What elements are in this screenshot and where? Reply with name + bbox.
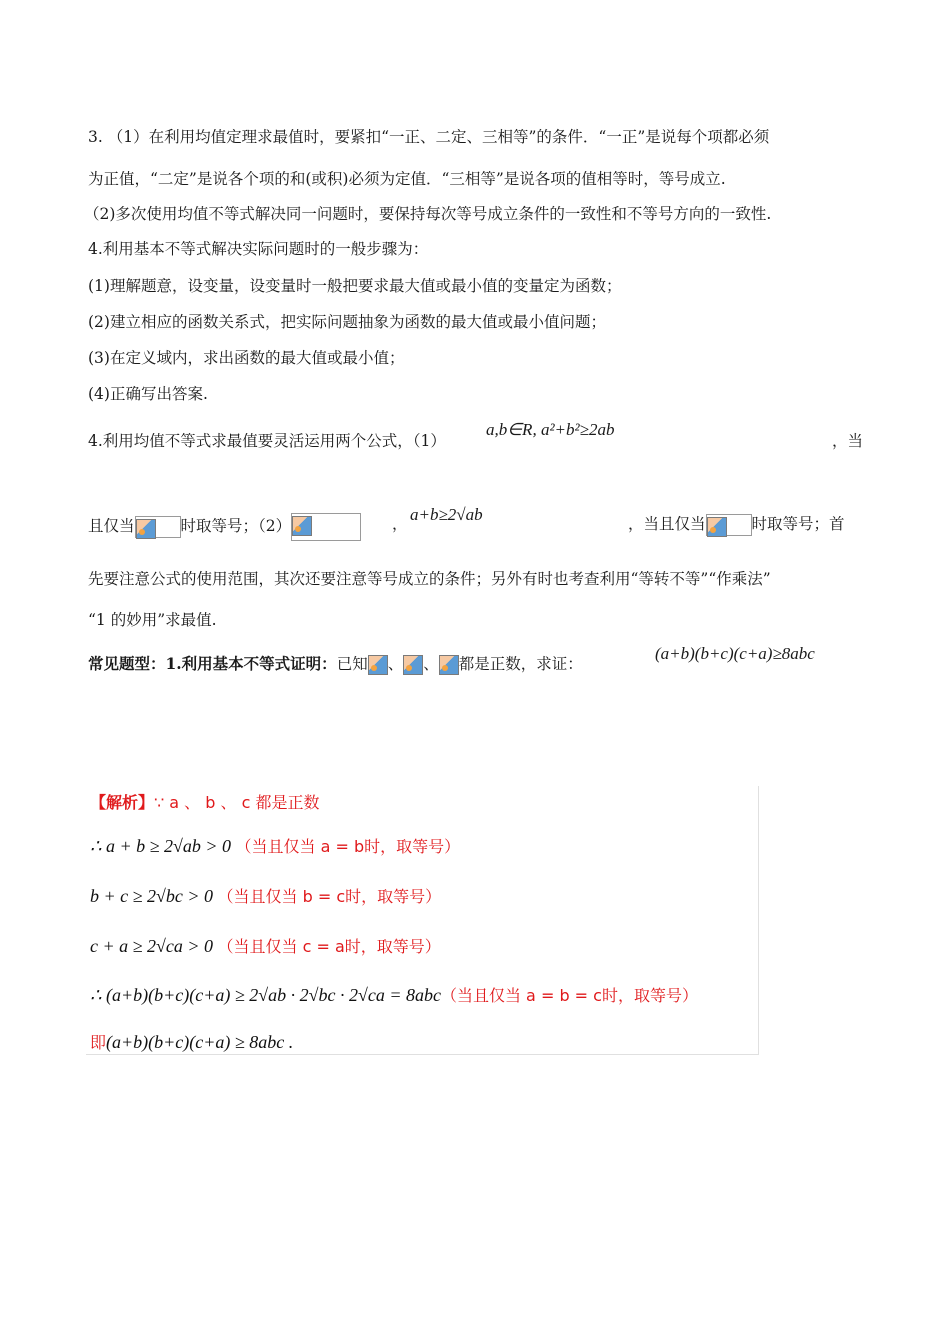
- solution-note-3: （当且仅当 b = c时，取等号）: [217, 887, 442, 906]
- point-4b-line-4: “1 的妙用”求最值.: [88, 611, 217, 629]
- broken-image-icon: [439, 655, 459, 675]
- solution-conclusion-math: (a+b)(b+c)(c+a) ≥ 8abc .: [106, 1032, 294, 1052]
- solution-line-3: [90, 884, 441, 907]
- separator: 、: [387, 655, 404, 673]
- solution-line-4: [90, 934, 441, 957]
- condition-image-placeholder: [135, 516, 181, 538]
- broken-image-icon: [292, 516, 312, 536]
- condition-image-placeholder-2: [706, 514, 752, 536]
- all-positive-text: 都是正数，求证：: [458, 655, 583, 673]
- equal-text-2: 时取等号；首: [751, 515, 845, 533]
- point-3-line-1: 3. （1）在利用均值定理求最值时，要紧扣“一正、二定、三相等”的条件．“一正”是说每个项都必须: [88, 128, 770, 146]
- solution-math-4: c + a ≥ 2√ca > 0: [90, 936, 214, 956]
- solution-line-1: [90, 790, 319, 813]
- point-4b-line-1: [88, 430, 446, 452]
- broken-image-icon: [368, 655, 388, 675]
- solution-premise: ∵ a 、 b 、 c 都是正数: [154, 793, 320, 812]
- example-label: 常见题型：1.利用基本不等式证明：: [88, 654, 337, 673]
- solution-box: [86, 786, 759, 1055]
- solution-line-2: [90, 834, 460, 857]
- broken-image-icon: [136, 519, 156, 539]
- point-4b-line-2-right: [628, 513, 845, 536]
- separator: 、: [423, 655, 439, 673]
- point-4-step-2: (2)建立相应的函数关系式，把实际问题抽象为函数的最大值或最小值问题；: [88, 313, 606, 331]
- solution-note-2: （当且仅当 a = b时，取等号）: [235, 837, 461, 856]
- qie-dang-text-2: ，当且仅当: [628, 515, 706, 533]
- formula-1: a,b∈R, a²+b²≥2ab: [486, 420, 615, 439]
- broken-image-icon: [707, 517, 727, 537]
- solution-math-2: ∴ a + b ≥ 2√ab > 0: [90, 836, 232, 856]
- point-4b-prefix: 4.利用均值不等式求最值要灵活运用两个公式，（1）: [88, 432, 446, 450]
- point-3-line-2: 为正值，“二定”是说各个项的和(或积)必须为定值．“三相等”是说各项的值相等时，等号成立.: [88, 170, 726, 188]
- solution-note-4: （当且仅当 c = a时，取等号）: [217, 937, 441, 956]
- solution-note-5: （当且仅当 a = b = c时，取等号）: [440, 986, 698, 1005]
- example-target-formula: (a+b)(b+c)(c+a)≥8abc: [655, 644, 815, 663]
- point-4b-comma: ，: [392, 515, 408, 533]
- point-4b-line-2: [88, 513, 361, 541]
- formula-2-image-placeholder: [291, 513, 361, 541]
- known-text: 已知: [336, 655, 368, 673]
- solution-math-3: b + c ≥ 2√bc > 0: [90, 886, 214, 906]
- point-4-step-4: (4)正确写出答案.: [88, 385, 208, 403]
- broken-image-icon: [403, 655, 423, 675]
- solution-line-6: [90, 1030, 293, 1053]
- solution-math-5: ∴ (a+b)(b+c)(c+a) ≥ 2√ab · 2√bc · 2√ca = 8abc: [90, 985, 441, 1005]
- point-4b-dang: ，当: [832, 432, 864, 450]
- point-4-title: 4.利用基本不等式解决实际问题时的一般步骤为：: [88, 240, 429, 258]
- qie-dang-text: 且仅当: [88, 517, 135, 535]
- solution-conclusion-prefix: 即: [90, 1033, 107, 1052]
- formula-2: a+b≥2√ab: [410, 505, 483, 524]
- point-4-step-1: (1)理解题意，设变量，设变量时一般把要求最大值或最小值的变量定为函数；: [88, 277, 622, 295]
- point-4-step-3: (3)在定义域内，求出函数的最大值或最小值；: [88, 349, 405, 367]
- point-4b-line-3: 先要注意公式的使用范围，其次还要注意等号成立的条件；另外有时也考查利用“等转不等”“作乘法”: [88, 570, 771, 588]
- example-line: [88, 653, 583, 675]
- equal-text-1: 时取等号；（2）: [180, 517, 292, 535]
- solution-line-5: [90, 983, 698, 1006]
- solution-tag: 【解析】: [90, 793, 155, 812]
- point-3-line-3: （2)多次使用均值不等式解决同一问题时，要保持每次等号成立条件的一致性和不等号方向的一致性.: [84, 205, 772, 223]
